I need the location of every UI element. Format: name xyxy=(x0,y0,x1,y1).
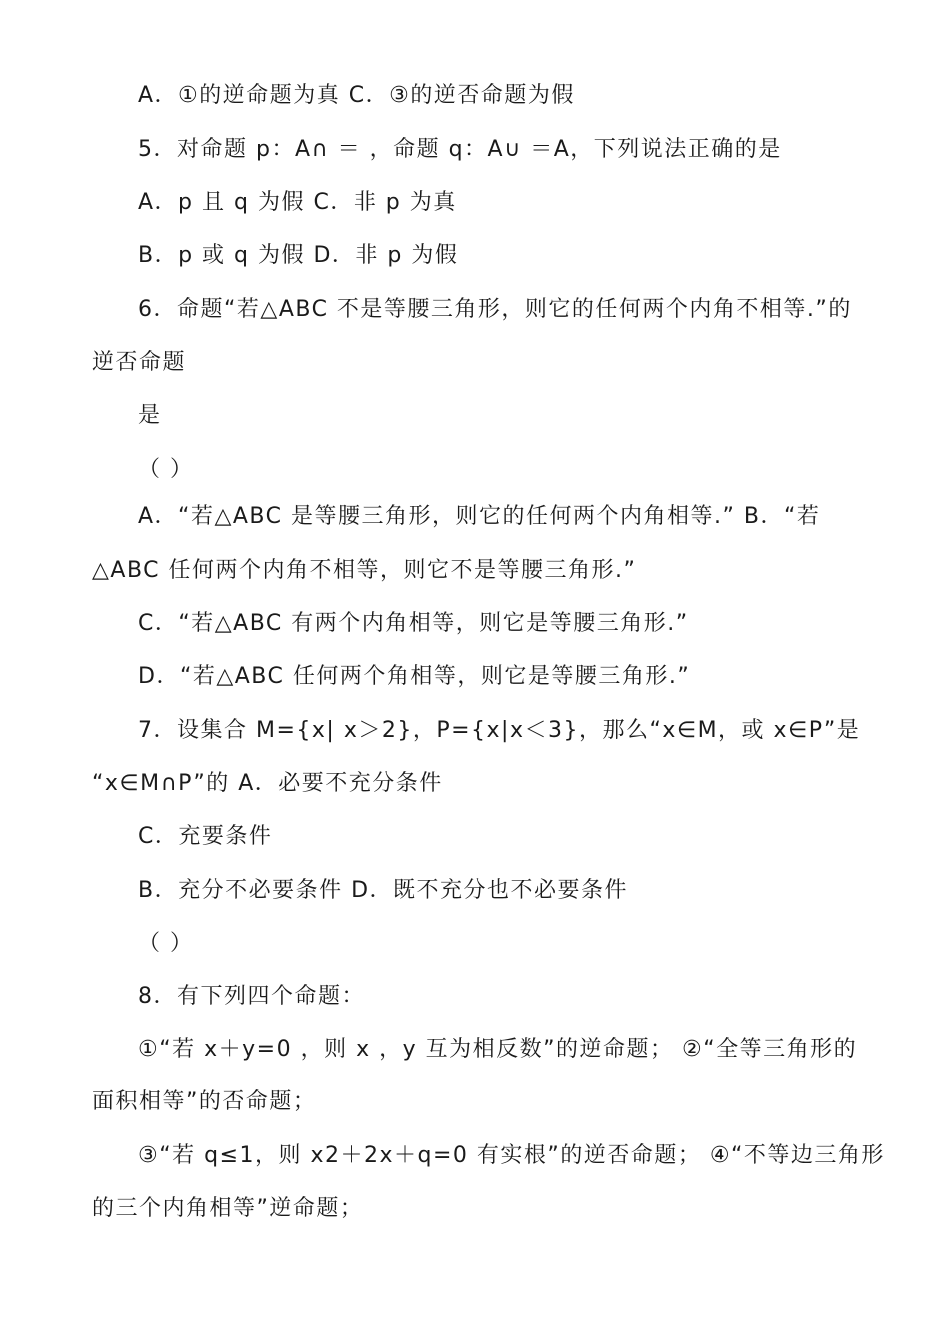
question-7-cont: “x∈M∩P”的 A．必要不充分条件 xyxy=(92,771,443,796)
q6-option-a-b: A．“若△ABC 是等腰三角形，则它的任何两个内角相等.” B．“若 xyxy=(138,504,821,529)
question-7: 7．设集合 M={x| x＞2}，P={x|x＜3}，那么“x∈M，或 x∈P”是 xyxy=(138,718,861,743)
question-6-cont: 逆否命题 xyxy=(92,350,187,375)
q7-option-c: C．充要条件 xyxy=(138,824,273,849)
q6-option-c: C．“若△ABC 有两个内角相等，则它是等腰三角形.” xyxy=(138,611,689,636)
q5-options-a-c: A．p 且 q 为假 C．非 p 为真 xyxy=(138,190,457,215)
question-6-cont2: 是 xyxy=(138,403,162,428)
option-line-a-c: A．①的逆命题为真 C．③的逆否命题为假 xyxy=(138,83,575,108)
q6-option-b-cont: △ABC 任何两个内角不相等，则它不是等腰三角形.” xyxy=(92,558,637,583)
question-5: 5．对命题 p：A∩ ＝ ，命题 q：A∪ ＝A，下列说法正确的是 xyxy=(138,137,782,162)
answer-parentheses-2: （ ） xyxy=(138,931,194,956)
question-8: 8．有下列四个命题： xyxy=(138,984,365,1009)
answer-parentheses: （ ） xyxy=(138,457,194,482)
q8-propositions-1-2-cont: 面积相等”的否命题； xyxy=(92,1089,317,1114)
q7-options-b-d: B．充分不必要条件 D．既不充分也不必要条件 xyxy=(138,878,629,903)
q8-propositions-3-4: ③“若 q≤1，则 x2＋2x＋q=0 有实根”的逆否命题； ④“不等边三角形 xyxy=(138,1143,885,1168)
q8-propositions-1-2: ①“若 x＋y=0 ，则 x ，y 互为相反数”的逆命题； ②“全等三角形的 xyxy=(138,1037,858,1062)
question-6: 6．命题“若△ABC 不是等腰三角形，则它的任何两个内角不相等.”的 xyxy=(138,297,852,322)
q6-option-d: D．“若△ABC 任何两个角相等，则它是等腰三角形.” xyxy=(138,664,691,689)
q8-propositions-3-4-cont: 的三个内角相等”逆命题； xyxy=(92,1196,364,1221)
q5-options-b-d: B．p 或 q 为假 D．非 p 为假 xyxy=(138,243,459,268)
